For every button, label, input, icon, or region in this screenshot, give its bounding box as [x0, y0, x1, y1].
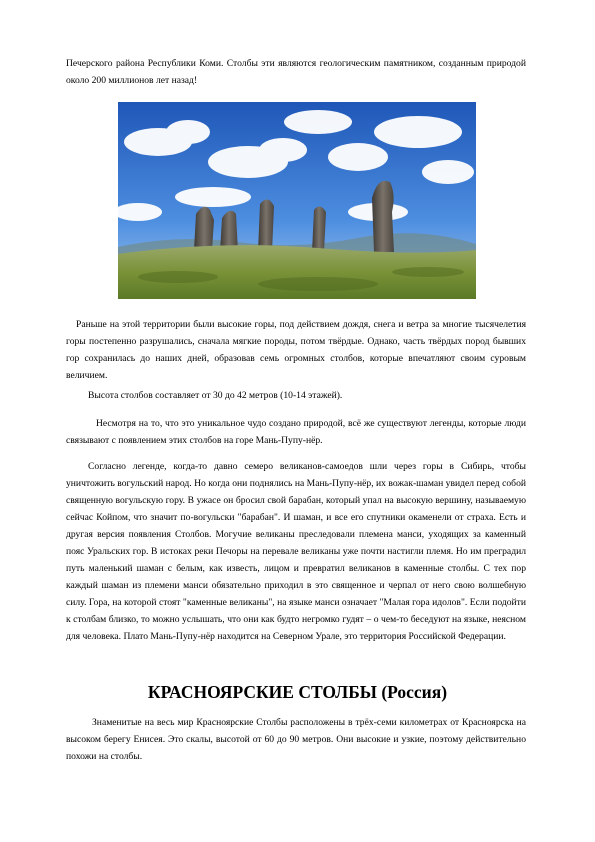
paragraph-legend: Согласно легенде, когда-то давно семеро великанов-самоедов шли через горы в Сибирь, чтобы уничтожить вогульский народ. Но когда они поднялись на Мань-Пупу-нёр, их вожак-шаман увидел перед собой священную вогульскую гору. В ужасе он бросил свой барабан, который упал на высокую вершину, называемую сейчас Койпом, что значит по-вогульски "барабан". И шаман, и все его спутники окаменели от страха. Есть и другая версия появления Столбов. Могучие великаны преследовали племена манси, уходящих за каменный пояс Уральских гор. В истоках реки Печоры на перевале великаны уже почти настигли племя. Но им преградил путь маленький шаман с белым, как известь, лицом и превратил великанов в каменные столбы. С тех пор каждый шаман из племени манси обязательно приходил в это священное и черпал от него свою волшебную силу. Гора, на которой стоят "каменные великаны", на языке манси означает "Малая гора идолов". Если подойти к столбам близко, то можно услышать, что они как будто негромко гудят – о чем-то беседуют на языке, неясном для человека. Плато Мань-Пупу-нёр находится на Северном Урале, это территория Российской Федерации. [66, 461, 526, 642]
paragraph-intro: Печерского района Республики Коми. Столбы эти являются геологическим памятником, созданным природой около 200 миллионов лет назад! [66, 58, 526, 86]
paragraph-height: Высота столбов составляет от 30 до 42 метров (10-14 этажей). [88, 390, 343, 401]
photo-rock-pillars [118, 102, 476, 299]
paragraph-legends-intro: Несмотря на то, что это уникальное чудо создано природой, всё же существуют легенды, которые люди связывают с появлением этих столбов на горе Мань-Пупу-нёр. [66, 418, 526, 446]
paragraph-history: Раньше на этой территории были высокие горы, под действием дождя, снега и ветра за многие тысячелетия горы постепенно разрушались, сначала мягкие породы, потом твёрдые. Однако, часть твёрдых пород бывших гор сохранилась до наших дней, образовав семь огромных столбов, которые впечатляют своим суровым величием. [66, 319, 526, 381]
section-heading: КРАСНОЯРСКИЕ СТОЛБЫ (Россия) [147, 682, 448, 702]
paragraph-krasnoyarsk: Знаменитые на весь мир Красноярские Столбы расположены в трёх-семи километрах от Красноярска на высоком берегу Енисея. Это скалы, высотой от 60 до 90 метров. Они высокие и узкие, поэтому действительно похожи на столбы. [66, 717, 526, 762]
rock-pillars-image [118, 102, 476, 299]
